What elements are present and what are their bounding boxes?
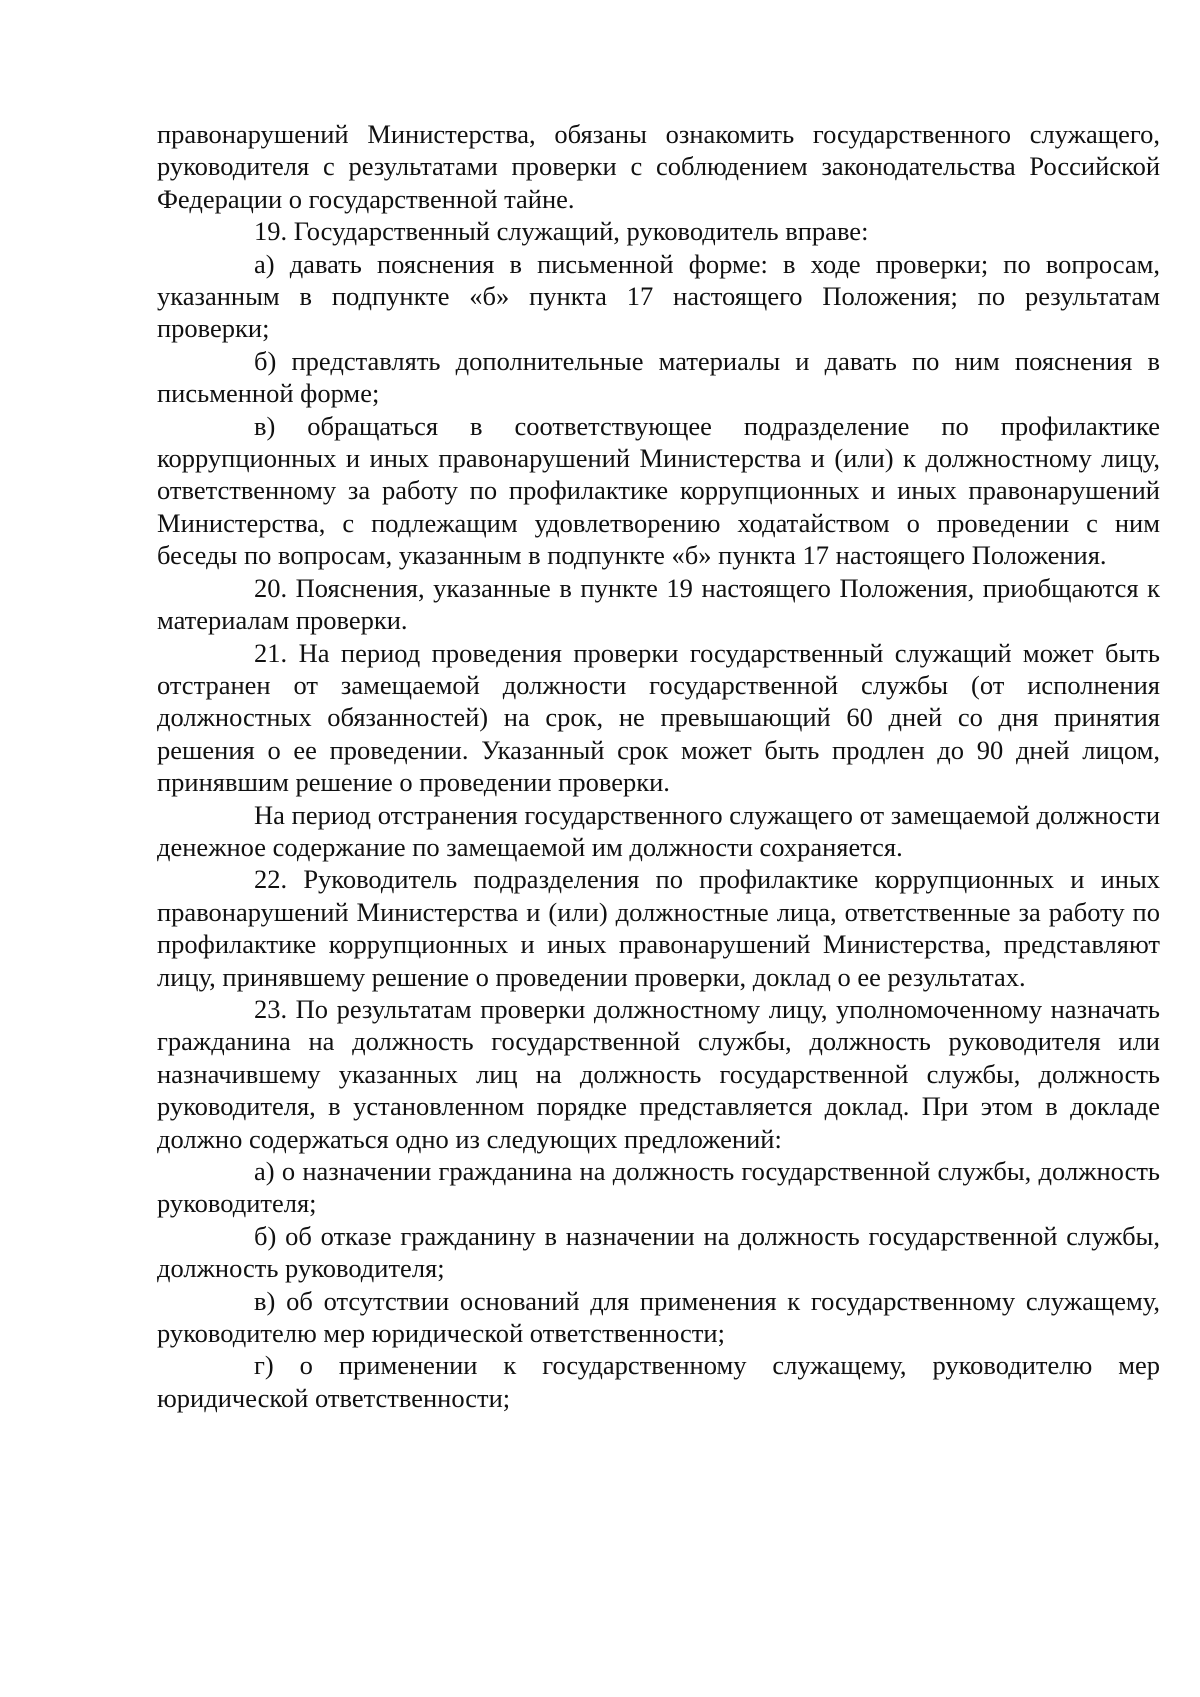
paragraph-21: 21. На период проведения проверки государственный служащий может быть отстранен от замещаемой должности государственной службы (от исполнения должностных обязанностей) на срок, не превышающий 60 дней со дня принятия решения о ее проведении. Указанный срок может быть продлен до 90 дней лицом, принявшим решение о проведении проверки. bbox=[157, 637, 1160, 798]
paragraph-23-g: г) о применении к государственному служащему, руководителю мер юридической ответственности; bbox=[157, 1350, 1160, 1413]
paragraph-22: 22. Руководитель подразделения по профилактике коррупционных и иных правонарушений Министерства и (или) должностные лица, ответственные за работу по профилактике коррупционных и иных правонарушений Министерства, представляют лицу, принявшему решение о проведении проверки, доклад о ее результатах. bbox=[157, 864, 1160, 992]
document-page bbox=[157, 118, 1160, 1414]
paragraph-21-part-2: На период отстранения государственного служащего от замещаемой должности денежное содержание по замещаемой им должности сохраняется. bbox=[157, 799, 1160, 862]
paragraph-23: 23. По результатам проверки должностному лицу, уполномоченному назначать гражданина на должность государственной службы, должность руководителя или назначившему указанных лиц на должность государственной службы, должность руководителя, в установленном порядке представляется доклад. При этом в докладе должно содержаться одно из следующих предложений: bbox=[157, 993, 1160, 1154]
paragraph-20: 20. Пояснения, указанные в пункте 19 настоящего Положения, приобщаются к материалам проверки. bbox=[157, 572, 1160, 636]
paragraph-23-b: б) об отказе гражданину в назначении на должность государственной службы, должность руководителя; bbox=[157, 1220, 1160, 1284]
paragraph-19-b: б) представлять дополнительные материалы и давать по ним пояснения в письменной форме; bbox=[157, 345, 1160, 409]
paragraph-23-v: в) об отсутствии оснований для применения к государственному служащему, руководителю мер юридической ответственности; bbox=[157, 1285, 1160, 1349]
paragraph-23-a: а) о назначении гражданина на должность государственной службы, должность руководителя; bbox=[157, 1156, 1160, 1219]
paragraph-continuation: правонарушений Министерства, обязаны ознакомить государственного служащего, руководителя с результатами проверки с соблюдением законодательства Российской Федерации о государственной тайне. bbox=[157, 119, 1160, 214]
paragraph-19-v: в) обращаться в соответствующее подразделение по профилактике коррупционных и иных правонарушений Министерства и (или) к должностному лицу, ответственному за работу по профилактике коррупционных и иных правонарушений Министерства, с подлежащим удовлетворению ходатайством о проведении с ним беседы по вопросам, указанным в подпункте «б» пункта 17 настоящего Положения. bbox=[157, 410, 1160, 571]
paragraph-19: 19. Государственный служащий, руководитель вправе: bbox=[254, 216, 869, 247]
paragraph-19-a: а) давать пояснения в письменной форме: в ходе проверки; по вопросам, указанным в подпункте «б» пункта 17 настоящего Положения; по результатам проверки; bbox=[157, 248, 1160, 344]
